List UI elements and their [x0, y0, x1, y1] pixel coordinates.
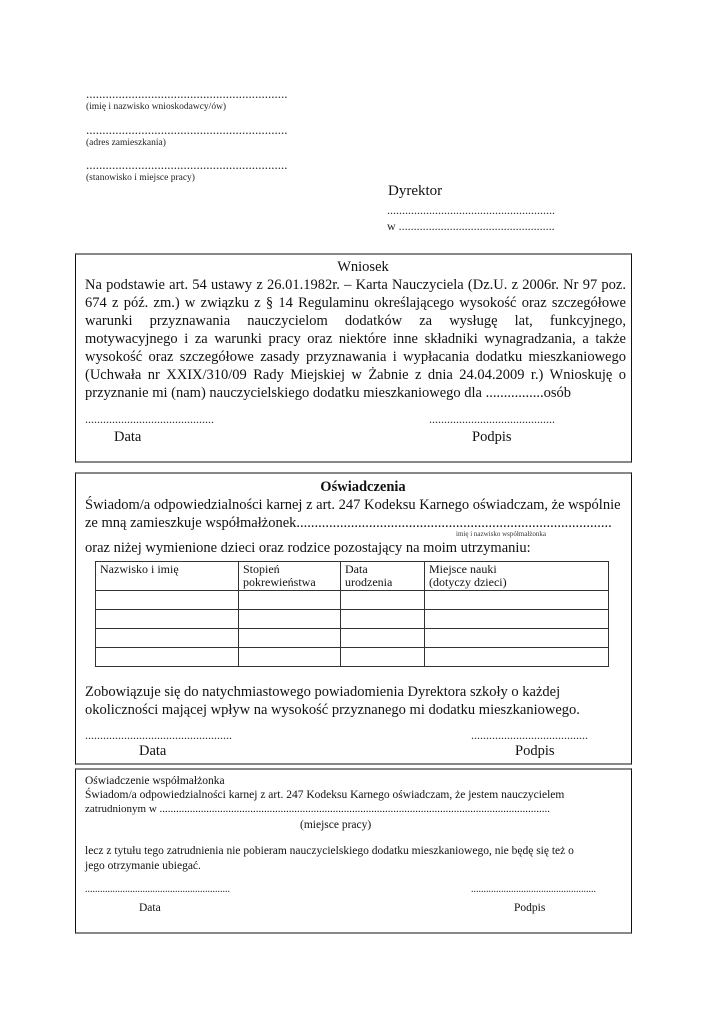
cell-school[interactable]	[425, 591, 609, 610]
spouse-statement-title: Oświadczenie współmałżonka	[85, 775, 225, 787]
request-date-label: Data	[114, 429, 142, 445]
table-row	[96, 591, 609, 610]
spouse-signature-label: Podpis	[514, 902, 546, 914]
cell-name[interactable]	[96, 648, 239, 667]
statements-signature-field[interactable]: .......................................	[471, 728, 588, 742]
statements-signature-label: Podpis	[515, 743, 555, 759]
spouse-name-caption: imię i nazwisko współmałżonka	[456, 530, 547, 538]
dependents-table	[95, 561, 609, 667]
addressee-location-field[interactable]: w ....................................................	[387, 219, 555, 233]
table-row	[96, 610, 609, 629]
request-signature-label: Podpis	[472, 429, 512, 445]
spouse-statement-line-1: Świadom/a odpowiedzialności karnej z art. 247 Kodeksu Karnego oświadczam, że jestem nauczycielem	[85, 789, 565, 801]
table-row	[96, 629, 609, 648]
cell-relationship[interactable]	[239, 629, 341, 648]
cell-school[interactable]	[425, 629, 609, 648]
statements-title: Oświadczenia	[320, 479, 406, 495]
cell-school[interactable]	[425, 610, 609, 629]
statements-date-field[interactable]: .................................................	[85, 728, 232, 742]
column-header-relationship: Stopień pokrewieństwa	[239, 562, 341, 591]
address-field[interactable]: ..............................................................	[86, 122, 288, 137]
position-field[interactable]: ..............................................................	[86, 157, 288, 172]
address-caption: (adres zamieszkania)	[86, 138, 166, 148]
cell-birth-date[interactable]	[341, 610, 425, 629]
spouse-date-field[interactable]: ..........................................................	[85, 884, 230, 895]
obligation-line-2: okoliczności mającej wpływ na wysokość przyznanego mi dodatku mieszkaniowego.	[85, 702, 580, 718]
request-body: Na podstawie art. 54 ustawy z 26.01.1982r. – Karta Nauczyciela (Dz.U. z 2006r. Nr 97 poz. 674 z póź. zm.) w związku z § 14 Regulaminu określającego wysokość oraz szczegółowe warunki przyznawania nauczycielom dodatków za wysługę lat, funkcyjnego, motywacyjnego i za warunki pracy oraz niektóre inne składniki wynagradzania, a także wysokość oraz szczegółowe zasady przyznawania i wypłacania dodatku mieszkaniowego (Uchwała nr XXIX/310/09 Rady Miejskiej w Żabnie z dnia 24.04.2009 r.) Wnioskuję o przyznanie mi (nam) nauczycielskiego dodatku mieszkaniowego dla ................osób	[85, 277, 626, 401]
cell-relationship[interactable]	[239, 610, 341, 629]
position-caption: (stanowisko i miejsce pracy)	[86, 173, 195, 183]
spouse-signature-field[interactable]: ..................................................	[471, 884, 596, 895]
addressee-title: Dyrektor	[388, 183, 443, 199]
statements-line-1: Świadom/a odpowiedzialności karnej z art. 247 Kodeksu Karnego oświadczam, że wspólnie	[85, 497, 621, 513]
spouse-statement-line-3: lecz z tytułu tego zatrudnienia nie pobieram nauczycielskiego dodatku mieszkaniowego, nie będę się też o	[85, 845, 574, 857]
cell-name[interactable]	[96, 591, 239, 610]
spouse-date-label: Data	[139, 902, 161, 914]
applicant-name-caption: (imię i nazwisko wnioskodawcy/ów)	[86, 102, 227, 112]
table-row	[96, 648, 609, 667]
addressee-name-field[interactable]: ........................................................	[387, 203, 555, 217]
spouse-name-field[interactable]: ze mną zamieszkuje współmałżonek.......................................................................................	[85, 515, 612, 531]
request-date-field[interactable]: ...........................................	[85, 412, 214, 426]
cell-birth-date[interactable]	[341, 629, 425, 648]
table-header-row	[96, 562, 609, 591]
request-signature-field[interactable]: ..........................................	[429, 412, 555, 426]
cell-birth-date[interactable]	[341, 648, 425, 667]
workplace-field[interactable]: zatrudnionym w ..............................................................................................................................................	[85, 803, 551, 815]
cell-school[interactable]	[425, 648, 609, 667]
cell-relationship[interactable]	[239, 648, 341, 667]
cell-name[interactable]	[96, 610, 239, 629]
cell-relationship[interactable]	[239, 591, 341, 610]
obligation-line-1: Zobowiązuje się do natychmiastowego powiadomienia Dyrektora szkoły o każdej	[85, 684, 561, 700]
cell-name[interactable]	[96, 629, 239, 648]
column-header-name: Nazwisko i imię	[96, 562, 239, 591]
column-header-birth-date: Data urodzenia	[341, 562, 425, 591]
request-title: Wniosek	[337, 259, 389, 275]
statements-line-3: oraz niżej wymienione dzieci oraz rodzice pozostający na moim utrzymaniu:	[85, 540, 531, 556]
column-header-school: Miejsce nauki (dotyczy dzieci)	[425, 562, 609, 591]
spouse-statement-line-4: jego otrzymanie ubiegać.	[85, 860, 201, 872]
statements-date-label: Data	[139, 743, 167, 759]
applicant-name-field[interactable]: ..............................................................	[86, 86, 288, 101]
workplace-caption: (miejsce pracy)	[300, 819, 372, 831]
cell-birth-date[interactable]	[341, 591, 425, 610]
